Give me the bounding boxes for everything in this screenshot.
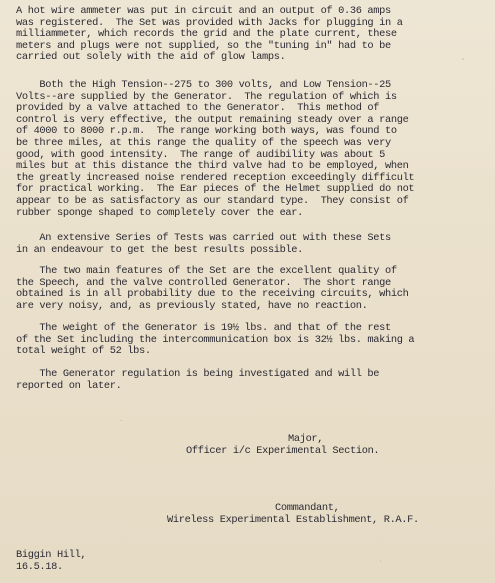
paper-speck bbox=[120, 420, 122, 421]
letter-place: Biggin Hill, bbox=[16, 549, 87, 561]
signature-commandant-rank: Commandant, bbox=[275, 502, 340, 514]
paragraph-main-features: The two main features of the Set are the excellent quality of the Speech, and the valve controlled Generator. The short range obtained is in all probability due to the receiving circuits, which are very noisy, and, as previously stated, have no reaction. bbox=[16, 265, 409, 312]
letter-date: 16.5.18. bbox=[16, 561, 63, 573]
paper-speck bbox=[462, 58, 464, 60]
paragraph-extensive-tests: An extensive Series of Tests was carried out with these Sets in an endeavour to get the best results possible. bbox=[16, 232, 391, 256]
paragraph-regulation-investigation: The Generator regulation is being investigated and will be reported on later. bbox=[16, 368, 380, 392]
paragraph-generator-weight: The weight of the Generator is 19½ lbs. and that of the rest of the Set including the intercommunication box is 32½ lbs. making a total weight of 52 lbs. bbox=[16, 322, 415, 358]
signature-commandant-title: Wireless Experimental Establishment, R.A.F. bbox=[167, 514, 419, 526]
paper-speck bbox=[380, 560, 381, 562]
signature-officer-rank: Major, bbox=[288, 433, 324, 445]
paragraph-high-low-tension: Both the High Tension--275 to 300 volts, and Low Tension--25 Volts--are supplied by the Generator. The regulation of which is provided by a valve attached to the Generator. This method of control is very effective, the output remaining steady over a range of 4000 to 8000 r.p.m. The range working both ways, was found to be three miles, at this range the quality of the speech was very good, with good intensity. The range of audibility was about 5 miles but at this distance the third valve had to be employed, when the greatly increased noise rendered reception exceedingly difficult for practical working. The Ear pieces of the Helmet supplied do not appear to be as satisfactory as our standard type. They consist of rubber sponge shaped to completely cover the ear. bbox=[16, 79, 415, 219]
paragraph-ammeter-output: A hot wire ammeter was put in circuit and an output of 0.36 amps was registered. The Set was provided with Jacks for plugging in a milliammeter, which records the grid and the plate current, these meters and plugs were not supplied, so the "tuning in" had to be carried out solely with the aid of glow lamps. bbox=[16, 5, 403, 64]
signature-officer-title: Officer i/c Experimental Section. bbox=[186, 445, 380, 457]
